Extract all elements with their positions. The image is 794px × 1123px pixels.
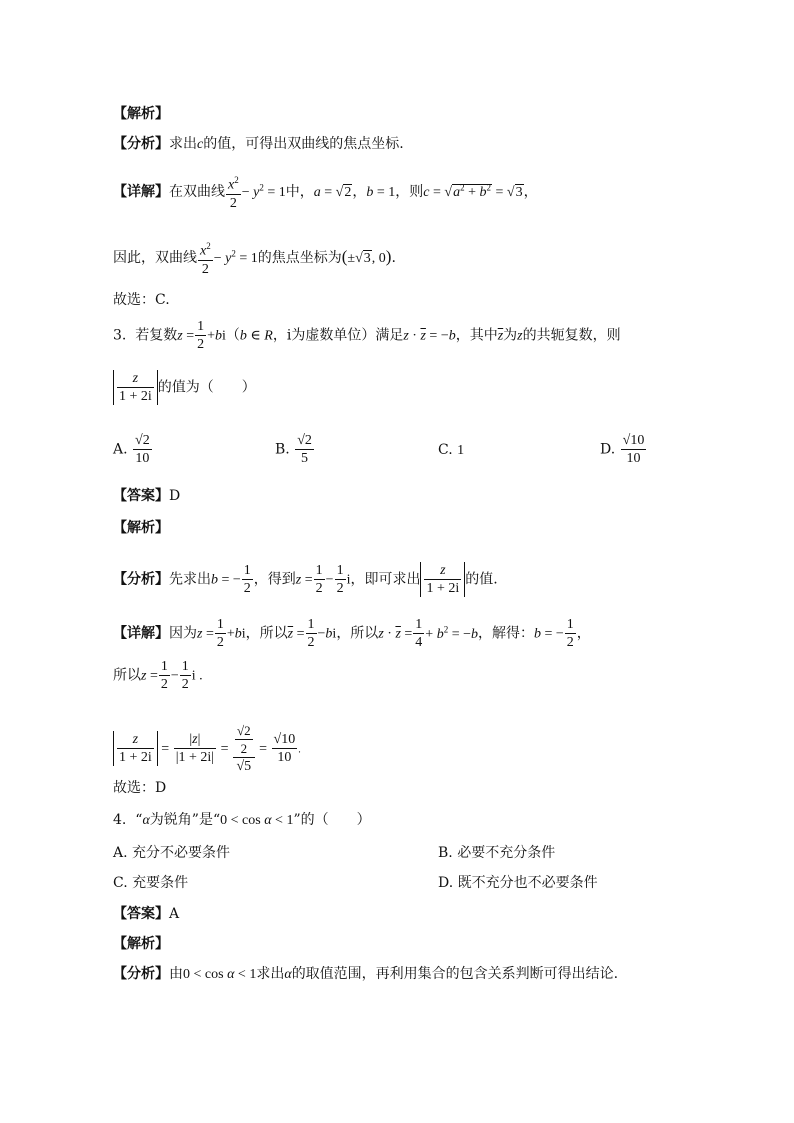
fraction: $\frac{x^2}{2}$ bbox=[198, 238, 213, 278]
answer-value: D bbox=[169, 488, 181, 504]
option-num: √10 bbox=[622, 433, 645, 448]
analysis-text: 先求出 bbox=[169, 571, 211, 588]
detail-paragraph: 【详解】在双曲线 $\frac{x^2}{2}$ − $y^2 = 1$中，a = √2，b = 1，则$c = √a^2 + b^2 = √3$， bbox=[113, 172, 538, 212]
q3-option-a bbox=[113, 432, 153, 467]
detail-text: ，所以 bbox=[245, 625, 288, 642]
detail-text: 所以 bbox=[113, 667, 141, 684]
fraction: $\frac{x^2}{2}$ bbox=[226, 172, 241, 212]
analysis-text: 的值. bbox=[465, 571, 498, 588]
q4-option-b bbox=[438, 842, 555, 862]
analysis-tag: 【分析】 bbox=[113, 966, 169, 982]
q3-option-c bbox=[438, 442, 464, 459]
stem-text: 若复数 bbox=[135, 327, 178, 344]
answer-line: 故选：C. bbox=[113, 292, 170, 308]
analysis-text: 的取值范围，再利用集合的包含关系判断可得出结论. bbox=[291, 966, 619, 982]
q4-option-a bbox=[113, 842, 230, 862]
q4-answer bbox=[113, 904, 179, 924]
detail-tag: 【详解】 bbox=[113, 183, 169, 200]
stem-text: 的共轭复数，则 bbox=[522, 327, 621, 344]
option-text: 充要条件 bbox=[132, 875, 189, 891]
conclusion-paragraph: 因此，双曲线 $\frac{x^2}{2}$ − $y^2 = 1$的焦点坐标为(±√3, 0). bbox=[113, 238, 396, 278]
stem-text: “ bbox=[135, 812, 143, 828]
analysis-tag: 【分析】 bbox=[113, 571, 169, 588]
option-label: A. bbox=[113, 845, 128, 861]
option-label: D. bbox=[600, 441, 616, 458]
option-text: 必要不充分条件 bbox=[457, 845, 556, 861]
fraction: $\frac{1}{2}$ bbox=[197, 319, 205, 352]
option-text: 1 bbox=[457, 443, 465, 458]
option-label: B. bbox=[438, 845, 453, 861]
option-den: 10 bbox=[626, 451, 641, 466]
stem-text: 的值为（ ） bbox=[157, 379, 256, 396]
question-4-stem: 4. “α为锐角”是“0 < cos α < 1”的（ ） bbox=[113, 812, 371, 828]
q3-analysis: 【分析】先求出b = − $\frac{1}{2}$ ，得到z = $\frac{1}{2}$ − $\frac{1}{2}$ i，即可求出 $\frac{z}{1 + 2i}$ 的值. bbox=[113, 563, 498, 596]
detail-text: 中， bbox=[285, 183, 314, 200]
stem-text: （ bbox=[225, 327, 240, 344]
detail-text: ，则 bbox=[395, 183, 424, 200]
analysis-text: ，即可求出 bbox=[350, 571, 421, 588]
question-3-stem: 3. 若复数z = $\frac{1}{2}$ +bi（b ∈ R，i为虚数单位）满足$z \cdot \overline{z} = -b$，其中$\overline{z}$为z的共轭复数，则 bbox=[113, 319, 621, 352]
stem-text: 为 bbox=[503, 327, 518, 344]
analysis-text: 的值，可得出双曲线的焦点坐标. bbox=[203, 136, 404, 152]
analysis-text: 由 bbox=[169, 966, 183, 982]
q3-option-d bbox=[600, 432, 647, 467]
q4-jiexi-heading: 【解析】 bbox=[113, 936, 169, 952]
option-den: 5 bbox=[301, 451, 309, 466]
stem-text: ”的（ ） bbox=[293, 812, 371, 828]
detail-text: ，解得： bbox=[478, 625, 534, 642]
option-label: C. bbox=[438, 442, 453, 458]
q3-answer-line: 故选：D bbox=[113, 780, 167, 796]
answer-tag: 【答案】 bbox=[113, 906, 169, 922]
stem-text: 为锐角”是“ bbox=[149, 812, 221, 828]
option-num: √2 bbox=[297, 433, 312, 448]
q3-so: 所以z = $\frac{1}{2}$ − $\frac{1}{2}$ i . bbox=[113, 659, 203, 692]
option-label: A. bbox=[113, 441, 128, 458]
question-3-stem-cont bbox=[113, 370, 256, 405]
answer-value: A bbox=[169, 906, 180, 922]
detail-tag: 【详解】 bbox=[113, 625, 169, 642]
option-text: 既不充分也不必要条件 bbox=[457, 875, 598, 891]
detail-text: ，所以 bbox=[336, 625, 379, 642]
conclusion-text: 的焦点坐标为 bbox=[257, 249, 342, 266]
detail-text: ， bbox=[576, 625, 591, 642]
option-den: 10 bbox=[135, 451, 150, 466]
stem-text: ，其中 bbox=[455, 327, 498, 344]
analysis-tag: 【分析】 bbox=[113, 136, 169, 152]
detail-text: 在双曲线 bbox=[169, 183, 225, 200]
detail-text: ， bbox=[523, 183, 538, 200]
option-num: √2 bbox=[135, 433, 150, 448]
q4-option-c bbox=[113, 872, 188, 892]
analysis-text: 求出 bbox=[169, 136, 197, 152]
q3-option-b bbox=[275, 432, 315, 467]
option-label: D. bbox=[438, 875, 454, 891]
option-label: C. bbox=[113, 875, 128, 891]
q3-detail: 【详解】因为z = $\frac{1}{2}$ +bi，所以$\overline{z}$ = $\frac{1}{2}$ −bi，所以$z \cdot \overline{z}$ = $\frac{1}{4}$ + $b^2 = -b$，解得：b = − $\frac{1}{2}$ ， bbox=[113, 617, 591, 650]
question-number: 3. bbox=[113, 327, 127, 344]
q3-calc: $\frac{z}{1 + 2i}$ = $\frac{|z|}{|1 + 2i|}$ = $\frac{\frac{√2}{2}}{√5}$ = $\frac{√10}{10}$ . bbox=[113, 722, 301, 775]
conclusion-text: 因此，双曲线 bbox=[113, 249, 197, 266]
option-text: 充分不必要条件 bbox=[132, 845, 231, 861]
jiexi-heading: 【解析】 bbox=[113, 106, 169, 122]
detail-text: 因为 bbox=[169, 625, 197, 642]
analysis-paragraph: 【分析】求出c的值，可得出双曲线的焦点坐标. bbox=[113, 136, 404, 152]
abs-expression: $\frac{z}{1 + 2i}$ bbox=[113, 370, 158, 405]
analysis-text: ，得到 bbox=[253, 571, 296, 588]
option-label: B. bbox=[275, 441, 290, 458]
q4-analysis: 【分析】由0 < cos α < 1求出α的取值范围，再利用集合的包含关系判断可得出结论. bbox=[113, 966, 619, 982]
q3-jiexi-heading: 【解析】 bbox=[113, 520, 169, 536]
stem-text: ，i为虚数单位）满足 bbox=[272, 327, 404, 344]
answer-tag: 【答案】 bbox=[113, 488, 169, 504]
q4-option-d bbox=[438, 872, 598, 892]
q3-answer bbox=[113, 486, 180, 506]
analysis-text: 求出 bbox=[256, 966, 285, 982]
question-number: 4. bbox=[113, 812, 127, 828]
